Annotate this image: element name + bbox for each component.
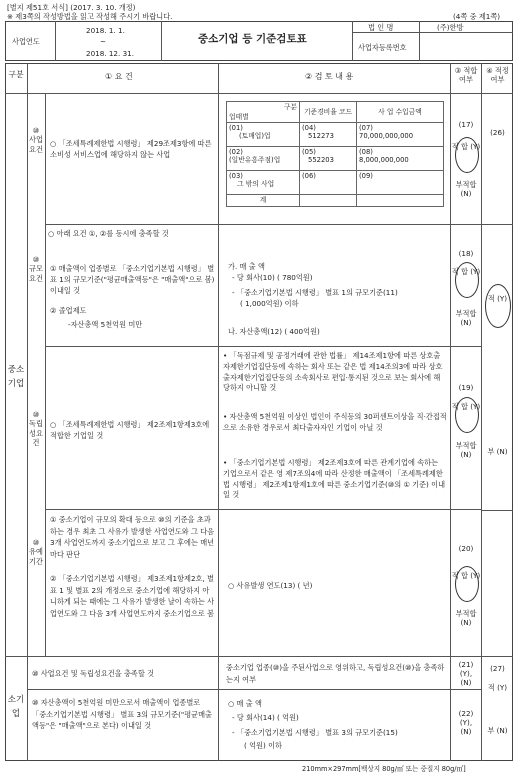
tbl-head-gubun: 구분 (283, 103, 297, 111)
r102-item2: ② 졸업제도 (50, 306, 87, 315)
r102-rev-a: 가. 매 출 액 (228, 262, 265, 271)
col-requirement: ① 요 건 (105, 72, 133, 81)
col-fit: ③ 적합 여부 (454, 66, 478, 84)
r101-requirement: ○ 「조세특례제한법 시행령」 제29조제3항에 따른 소비성 서비스업에 해당하지 않는 사업 (50, 139, 212, 160)
biz-reg-label: 사업자등록번호 (358, 43, 407, 52)
fiscal-year-label: 사업연도 (12, 37, 40, 46)
r103-side-label: ⑩ 독립성요건 (29, 410, 43, 448)
section-small: 소기업 (7, 695, 25, 719)
r105-final-yes: 적 (Y) (487, 683, 508, 692)
fiscal-date-to: 2018. 12. 31. (86, 49, 135, 58)
r106-rev-a1: - 당 회사(14) ( 억원) (232, 713, 299, 722)
tbl-row3-name: 그 밖의 사업 (237, 180, 275, 189)
tbl-row3-no3: (09) (359, 172, 373, 180)
col-gubun: 구분 (8, 70, 24, 79)
r102-fit-no-label: 부적합 (N) (455, 309, 477, 327)
page-indicator: (4쪽 중 제1쪽) (453, 12, 501, 21)
r104-review: ○ 사유발생 연도(13) ( 년) (228, 581, 313, 590)
fiscal-date-tilde: ~ (100, 37, 107, 46)
r102-final-circle (485, 284, 511, 328)
r104-item1: ① 중소기업이 규모의 확대 등으로 ⑩의 기준을 초과하는 경우 최초 그 사유가 발생한 사업연도와 그 다음 3개 사업연도까지 중소기업으로 보고 그 후에는 매년마다 판단 (50, 515, 215, 559)
tbl-row3-no2: (06) (302, 172, 316, 180)
r105-requirement: ⑩ 사업요건 및 독립성요건을 충족할 것 (32, 669, 155, 678)
r102-item2b: -자산총액 5천억원 미만 (68, 320, 143, 329)
tbl-row1-amount: 70,000,000,000 (359, 132, 414, 141)
tbl-row3-no1: (03) (229, 172, 243, 180)
r102-rev-b: 나. 자산총액(12) ( 400억원) (228, 327, 320, 336)
corp-name-label: 법 인 명 (368, 23, 394, 32)
r105-fit-n: (N) (460, 678, 472, 687)
r106-fit-n: (N) (460, 727, 472, 736)
r101-side-label: ⑩ 사업요건 (29, 126, 43, 154)
form-number: [별지 제51호 서식] (2017. 3. 10. 개정) (7, 3, 136, 12)
r102-rev-a1: - 당 회사(10) ( 780억원) (232, 273, 313, 282)
tbl-head-code: 기준경비율 코드 (300, 102, 357, 123)
r103-point1: • 「독점규제 및 공정거래에 관한 법률」 제14조제1항에 따른 상호출자제한기업집단등에 속하는 회사 또는 같은 법 제14조의3에 따라 상호출자제한기업집단등의 소속회사로 편입·통지된 것으로 보는 회사에 해당하지 아니할 것 (223, 351, 443, 393)
r102-line1: ○ 아래 요건 ①, ②를 동시에 충족할 것 (48, 229, 169, 238)
biz-code-table (226, 101, 444, 207)
r105-final-no-label: 부 (N) (487, 726, 508, 735)
r104-fit-no-label: 부적합 (N) (455, 609, 477, 627)
tbl-row1-code: 512273 (308, 132, 334, 141)
r103-requirement: ○ 「조세특례제한법 시행령」 제2조제1항제3호에 적합한 기업일 것 (50, 420, 210, 441)
r106-requirement: ⑩ 자산총액이 5천억원 미만으로서 매출액이 업종별로 「중소기업기본법 시행령」 별표 3의 규모기준("평균매출액등"은 "매출액"으로 본다) 이내일 것 (32, 698, 213, 731)
r101-fit-yes: 적 합 (Y) (451, 142, 481, 151)
r102-fit-no: (18) (458, 249, 474, 258)
r106-rev-a: ○ 매 출 액 (228, 699, 262, 708)
tbl-row1-no2: (04) (302, 124, 316, 132)
r106-fit-y: (Y), (459, 718, 473, 727)
form-title: 중소기업 등 기준검토표 (198, 33, 307, 45)
r105-review: 중소기업 업종(⑩)을 주된사업으로 영위하고, 독립성요건(⑩)을 충족하는지 여부 (226, 663, 445, 684)
r104-fit-yes: 적 합 (Y) (451, 571, 481, 580)
paper-spec: 210mm×297mm[백상지 80g/㎡ 또는 중질지 80g/㎡] (302, 765, 466, 773)
r102-rev-a2: - 「중소기업기본법 시행령」 별표 1의 규모기준(11) (232, 288, 398, 297)
tbl-row1-no3: (07) (359, 124, 373, 132)
col-review: ② 검 토 내 용 (305, 72, 354, 81)
r104-side-label: ⑩ 유예기간 (29, 538, 43, 566)
r105-fit-y: (Y), (459, 669, 473, 678)
tbl-row1-no1: (01) (229, 124, 243, 132)
r105-final-no: (27) (490, 664, 505, 673)
r103-fit-no: (19) (458, 383, 474, 392)
r102-rev-a3: ( 1,000억원) 이하 (240, 299, 299, 308)
writing-note: ※ 제3쪽의 작성방법을 읽고 작성해 주시기 바랍니다. (7, 12, 173, 21)
r103-fit-no-label: 부적합 (N) (455, 441, 477, 459)
tbl-row2-name: (일반유흥주점)업 (229, 156, 281, 165)
tbl-row2-no1: (02) (229, 148, 243, 156)
tbl-row1-name: (토매업)업 (239, 132, 271, 141)
corp-name-value: (주)한방 (437, 23, 464, 32)
r105-fit-no: (21) (458, 660, 474, 669)
tbl-total-label: 계 (227, 195, 300, 207)
r101-fit-no: (17) (458, 120, 474, 129)
section-sme: 중소기업 (7, 365, 25, 389)
r102-fit-yes: 적 합 (Y) (451, 267, 481, 276)
r101-final-no: (26) (490, 128, 505, 137)
tbl-row2-amount: 8,000,000,000 (359, 156, 409, 165)
r103-final-no: 부 (N) (487, 447, 508, 456)
r104-fit-no: (20) (458, 544, 474, 553)
tbl-row2-code: 552203 (308, 156, 334, 165)
r103-point3: • 「중소기업기본법 시행령」 제2조제3호에 따른 관계기업에 속하는 기업으로서 같은 영 제7조의4에 따라 산정한 매출액이 「조세특례제한법 시행령」 제2조제1항제1호에 따른 중소기업기준(⑩의 ① 기준) 이내일 것 (223, 458, 446, 500)
r103-point2: • 자산총액 5천억원 이상인 법인이 주식등의 30퍼센트이상을 직·간접적으로 소유한 경우로서 최다출자자인 기업이 아닐 것 (223, 412, 447, 432)
r102-side-label: ⑩ 규모요건 (29, 255, 43, 283)
r106-rev-a3: ( 억원) 이하 (244, 741, 282, 750)
r104-item2: ② 「중소기업기본법 시행령」 제3조제1항제2호, 별표 1 및 별표 2의 개정으로 중소기업에 해당하지 아니하게 되는 때에는 그 사유가 발생한 날이 속하는 사업연도와 그 다음 3개 사업연도까지 중소기업으로 봄 (50, 574, 215, 618)
fiscal-date-from: 2018. 1. 1. (86, 26, 125, 35)
tbl-head-biz: 업태별 (229, 112, 249, 121)
r101-fit-no-label: 부적합 (N) (455, 180, 477, 198)
r102-final-yes: 적 (Y) (487, 294, 508, 303)
r102-item1: ① 매출액이 업종별로 「중소기업기본법 시행령」 별표 1의 규모기준("평균매출액등"은 "매출액"으로 봄) 이내일 것 (50, 264, 215, 296)
r103-fit-yes: 적 합 (Y) (451, 402, 481, 411)
tbl-head-amount: 사 업 수입금액 (357, 102, 444, 123)
r106-rev-a2: - 「중소기업기본법 시행령」 별표 3의 규모기준(15) (232, 728, 398, 737)
tbl-row2-no2: (05) (302, 148, 316, 156)
tbl-row2-no3: (08) (359, 148, 373, 156)
col-fit-final: ④ 적정 여부 (486, 66, 509, 84)
r106-fit-no: (22) (458, 709, 474, 718)
